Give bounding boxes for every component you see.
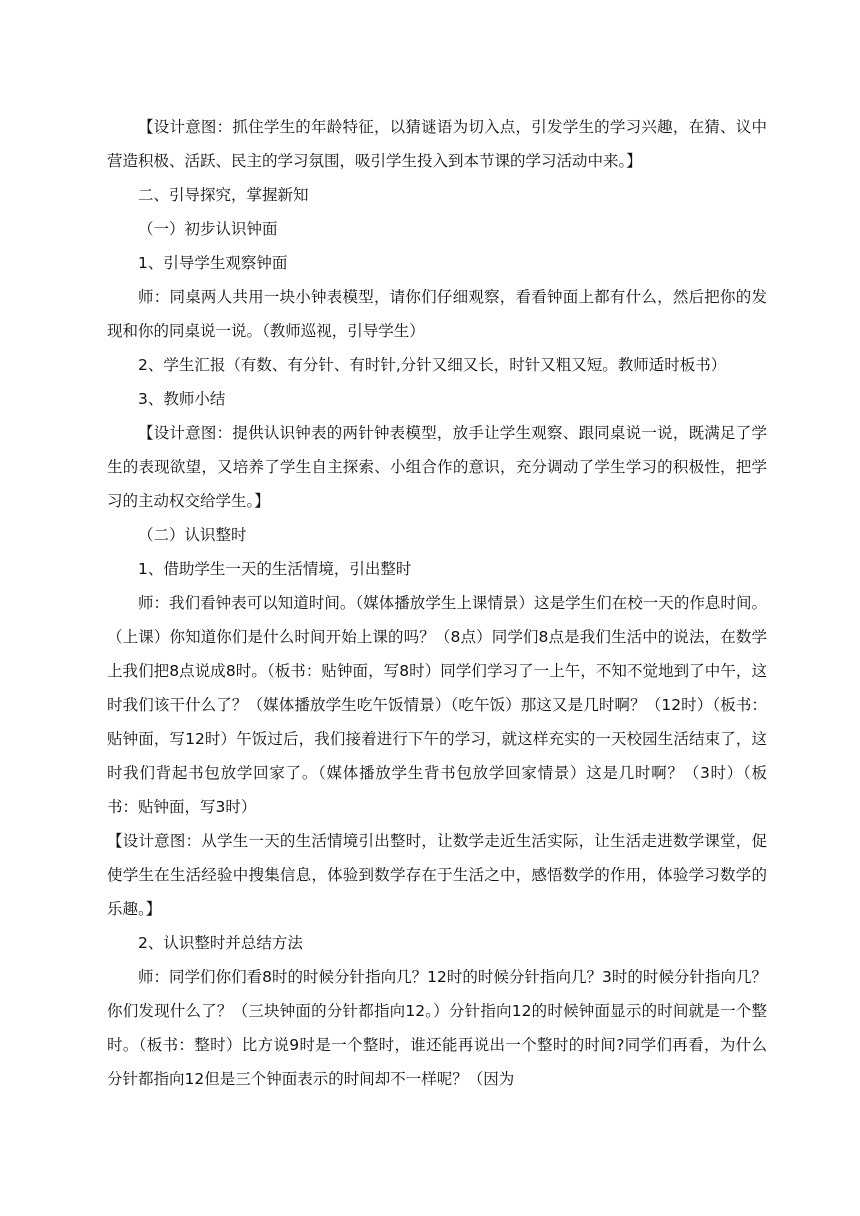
design-intent-paragraph-3: 【设计意图：从学生一天的生活情境引出整时，让数学走近生活实际，让生活走进数学课堂，促使学生在生活经验中搜集信息，体验到数学存在于生活之中，感悟数学的作用，体验学习数学的乐趣。】	[107, 832, 767, 918]
design-intent-paragraph-1: 【设计意图：抓住学生的年龄特征，以猜谜语为切入点，引发学生的学习兴趣，在猜、议中营造积极、活跃、民主的学习氛围，吸引学生投入到本节课的学习活动中来。】	[107, 118, 767, 170]
step-heading-daily-life: 1、借助学生一天的生活情境，引出整时	[138, 560, 412, 578]
step-heading-report: 2、学生汇报（有数、有分针、有时针,分针又细又长，时针又粗又短。教师适时板书）	[138, 356, 727, 374]
teacher-paragraph-1: 师：同桌两人共用一块小钟表模型，请你们仔细观察，看看钟面上都有什么，然后把你的发现和你的同桌说一说。（教师巡视，引导学生）	[107, 288, 767, 340]
teacher-paragraph-3: 师：同学们你们看8时的时候分针指向几？12时的时候分针指向几？3时的时候分针指向几？你们发现什么了？（三块钟面的分针都指向12。）分针指向12的时候钟面显示的时间就是一个整时。（板书：整时）比方说9时是一个整时，谁还能再说出一个整时的时间?同学们再看，为什么分针都指向12但是三个钟面表示的时间却不一样呢？（因为	[107, 968, 767, 1088]
design-intent-paragraph-2: 【设计意图：提供认识钟表的两针钟表模型，放手让学生观察、跟同桌说一说，既满足了学生的表现欲望，又培养了学生自主探索、小组合作的意识，充分调动了学生学习的积极性，把学习的主动权交给学生。】	[107, 424, 767, 510]
step-heading-whole-hour: 2、认识整时并总结方法	[138, 934, 303, 952]
subsection-heading-1: （一）初步认识钟面	[138, 220, 278, 238]
teacher-paragraph-2: 师：我们看钟表可以知道时间。（媒体播放学生上课情景）这是学生们在校一天的作息时间。（上课）你知道你们是什么时间开始上课的吗？（8点）同学们8点是我们生活中的说法，在数学上我们把8点说成8时。（板书：贴钟面，写8时）同学们学习了一上午，不知不觉地到了中午，这时我们该干什么了？（媒体播放学生吃午饭情景）（吃午饭）那这又是几时啊？（12时）（板书：贴钟面，写12时）午饭过后，我们接着进行下午的学习，就这样充实的一天校园生活结束了，这时我们背起书包放学回家了。（媒体播放学生背书包放学回家情景）这是几时啊？（3时）（板书：贴钟面，写3时）	[107, 594, 767, 816]
step-heading-summary: 3、教师小结	[138, 390, 226, 408]
document-body	[107, 110, 767, 1096]
section-heading-2: 二、引导探究，掌握新知	[138, 186, 309, 204]
step-heading-observe: 1、引导学生观察钟面	[138, 254, 288, 272]
subsection-heading-2: （二）认识整时	[138, 526, 247, 544]
